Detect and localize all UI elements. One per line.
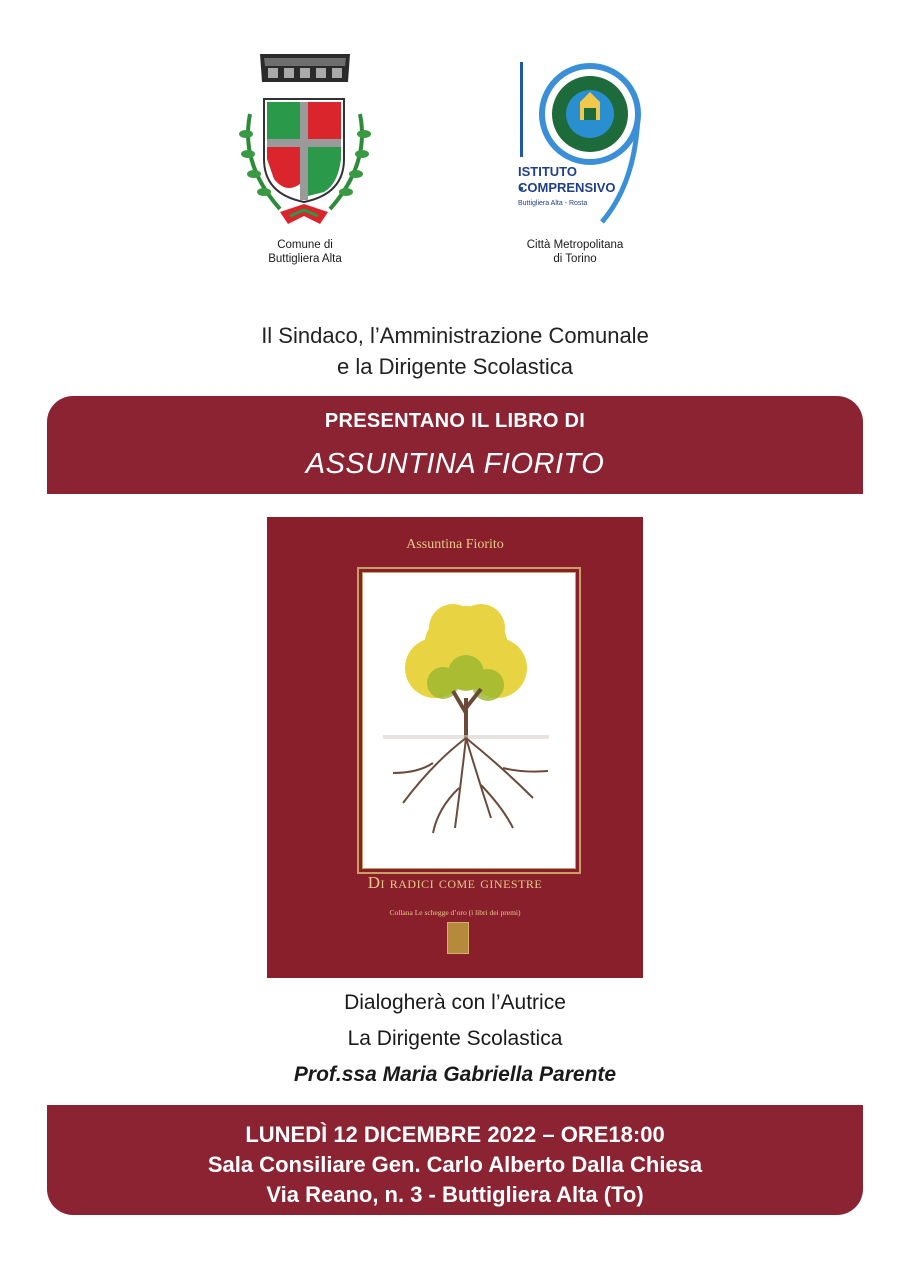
header-band-line-1: PRESENTANO IL LIBRO DI (324, 410, 586, 432)
event-datetime: LUNEDÌ 12 DICEMBRE 2022 – ORE18:00 (245, 1122, 665, 1147)
intro-line-2: e la Dirigente Scolastica (336, 354, 573, 379)
coat-of-arms-icon (220, 44, 390, 234)
istituto-logo-block (490, 52, 660, 266)
school-logo-text-2: COMPRENSIVO (518, 180, 616, 195)
author-name: ASSUNTINA FIORITO (305, 448, 605, 480)
comune-caption-line1: Comune di (277, 239, 333, 251)
footer-band (47, 1105, 863, 1215)
talk-line-2: La Dirigente Scolastica (347, 1027, 563, 1050)
talk-line-1: Dialogherà con l’Autrice (344, 991, 566, 1014)
book-cover-title: Di radici come ginestre (367, 873, 543, 892)
book-cover (267, 517, 643, 978)
school-logo-icon (490, 52, 660, 234)
school-logo-text-1: ISTITUTO (518, 164, 577, 179)
book-cover-collana: Collana Le schegge d’oro (i libri dei premi) (389, 908, 521, 917)
school-logo-text-3: Buttigliera Alta - Rosta (518, 200, 588, 207)
comune-logo-block (220, 44, 390, 266)
tree-illustration-icon (363, 573, 569, 862)
book-cover-frame (357, 567, 581, 874)
moderator-name: Prof.ssa Maria Gabriella Parente (293, 1063, 617, 1086)
intro-line-1: Il Sindaco, l’Amministrazione Comunale (261, 323, 649, 348)
comune-caption-line2: Buttigliera Alta (268, 253, 342, 265)
header-band (47, 396, 863, 494)
event-venue: Sala Consiliare Gen. Carlo Alberto Dalla Chiesa (207, 1152, 703, 1177)
publisher-logo-icon (447, 922, 469, 954)
istituto-caption-line1: Città Metropolitana (526, 239, 624, 251)
istituto-caption-line2: di Torino (553, 253, 597, 265)
book-cover-author: Assuntina Fiorito (406, 537, 504, 552)
event-address: Via Reano, n. 3 - Buttigliera Alta (To) (266, 1182, 644, 1207)
